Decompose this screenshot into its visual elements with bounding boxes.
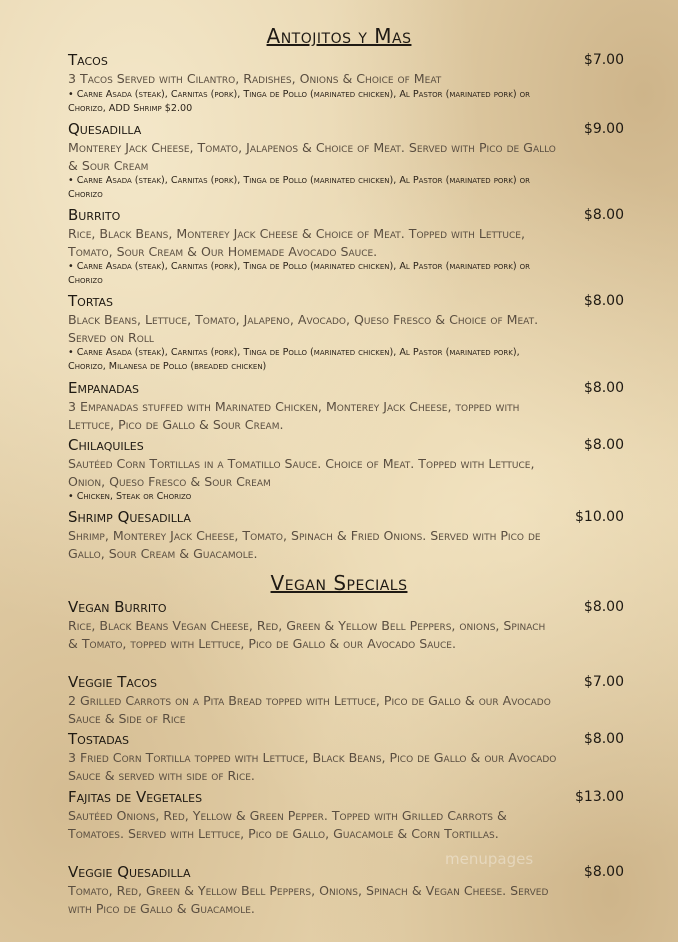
menu-item-empanadas	[68, 379, 624, 433]
menu-item-veggie-quesadilla	[68, 863, 624, 917]
item-price: $9.00	[583, 121, 624, 137]
item-description: Rice, Black Beans Vegan Cheese, Red, Green & Yellow Bell Peppers, onions, Spinach & Tomato, topped with Lettuce, Pico de Gallo & our Avocado Sauce.	[68, 618, 546, 651]
menu-item-tacos	[68, 51, 624, 116]
item-price: $7.00	[583, 52, 624, 68]
menu-item-vegan-burrito	[68, 598, 624, 652]
section-title-antojitos: Antojitos y Mas	[266, 24, 412, 48]
item-description: 3 Tacos Served with Cilantro, Radishes, Onions & Choice of Meat	[68, 71, 442, 86]
item-meat-options: • Carne Asada (steak), Carnitas (pork), Tinga de Pollo (marinated chicken), Al Pastor (marinated pork) or Chorizo	[68, 261, 531, 286]
item-name: Quesadilla	[68, 120, 142, 138]
item-meat-options: • Chicken, Steak or Chorizo	[68, 491, 192, 502]
item-price: $8.00	[583, 207, 624, 223]
item-name: Fajitas de Vegetales	[68, 788, 203, 806]
item-description: Rice, Black Beans, Monterey Jack Cheese & Choice of Meat. Topped with Lettuce, Tomato, Sour Cream & Our Homemade Avocado Sauce.	[68, 226, 525, 259]
item-name: Veggie Tacos	[68, 673, 158, 691]
item-description: Shrimp, Monterey Jack Cheese, Tomato, Spinach & Fried Onions. Served with Pico de Gallo, Sour Cream & Guacamole.	[68, 528, 541, 561]
item-price: $7.00	[583, 674, 624, 690]
item-name: Empanadas	[68, 379, 139, 397]
item-price: $10.00	[575, 509, 624, 525]
item-price: $8.00	[583, 599, 624, 615]
item-name: Burrito	[68, 206, 121, 224]
item-description: Sautéed Corn Tortillas in a Tomatillo Sauce. Choice of Meat. Topped with Lettuce, Onion, Queso Fresco & Sour Cream	[68, 456, 535, 489]
item-description: Black Beans, Lettuce, Tomato, Jalapeno, Avocado, Queso Fresco & Choice of Meat. Served on Roll	[68, 312, 539, 345]
item-description: 3 Fried Corn Tortilla topped with Lettuce, Black Beans, Pico de Gallo & our Avocado Sauce & served with side of Rice.	[68, 750, 557, 783]
item-price: $8.00	[583, 731, 624, 747]
watermark-logo: menupages	[445, 850, 534, 868]
item-price: $8.00	[583, 437, 624, 453]
item-name: Tortas	[68, 292, 114, 310]
menu-item-tortas	[68, 292, 624, 374]
menu-item-burrito	[68, 206, 624, 288]
item-price: $13.00	[575, 789, 624, 805]
item-name: Chilaquiles	[68, 436, 144, 454]
item-description: Tomato, Red, Green & Yellow Bell Peppers, Onions, Spinach & Vegan Cheese. Served with Pico de Gallo & Guacamole.	[68, 883, 549, 916]
menu-item-fajitas-de-vegetales	[68, 788, 624, 842]
item-description: Sautéed Onions, Red, Yellow & Green Pepper. Topped with Grilled Carrots & Tomatoes. Served with Lettuce, Pico de Gallo, Guacamole & Corn Tortillas.	[68, 808, 507, 841]
item-meat-options: • Carne Asada (steak), Carnitas (pork), Tinga de Pollo (marinated chicken), Al Pastor (marinated pork) or Chorizo	[68, 175, 531, 200]
menu-item-quesadilla	[68, 120, 624, 202]
item-meat-options: • Carne Asada (steak), Carnitas (pork), Tinga de Pollo (marinated chicken), Al Pastor (marinated pork), Chorizo, Milanesa de Pollo (breaded chicken)	[68, 347, 520, 372]
section-title-vegan-specials: Vegan Specials	[270, 571, 408, 595]
item-description: 3 Empanadas stuffed with Marinated Chicken, Monterey Jack Cheese, topped with Lettuce, Pico de Gallo & Sour Cream.	[68, 399, 520, 432]
item-name: Vegan Burrito	[68, 598, 167, 616]
menu-item-shrimp-quesadilla	[68, 508, 624, 562]
item-meat-options: • Carne Asada (steak), Carnitas (pork), Tinga de Pollo (marinated chicken), Al Pastor (marinated pork) or Chorizo, ADD Shrimp $2.00	[68, 88, 531, 114]
menu-item-veggie-tacos	[68, 673, 624, 727]
item-name: Veggie Quesadilla	[68, 863, 191, 881]
item-price: $8.00	[583, 864, 624, 880]
item-name: Tacos	[68, 51, 108, 69]
item-price: $8.00	[583, 380, 624, 396]
item-price: $8.00	[583, 293, 624, 309]
item-name: Shrimp Quesadilla	[68, 508, 191, 526]
menu-item-chilaquiles	[68, 436, 624, 504]
item-description: 2 Grilled Carrots on a Pita Bread topped with Lettuce, Pico de Gallo & our Avocado Sauce & Side of Rice	[68, 693, 551, 726]
item-description: Monterey Jack Cheese, Tomato, Jalapenos & Choice of Meat. Served with Pico de Gallo & Sour Cream	[68, 140, 556, 173]
menu-item-tostadas	[68, 730, 624, 784]
item-name: Tostadas	[68, 730, 129, 748]
